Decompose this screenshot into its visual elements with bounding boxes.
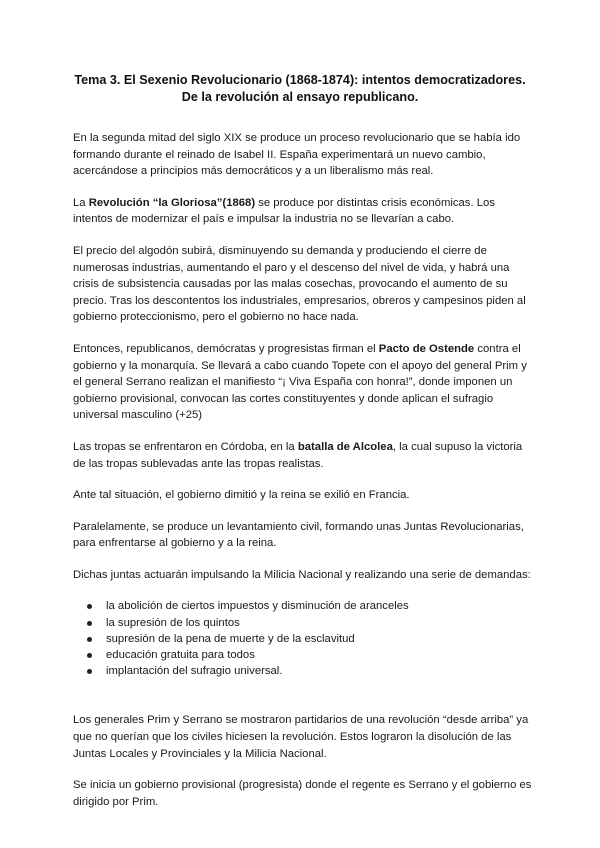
list-item [73, 647, 533, 663]
list-item-text: la supresión de los quintos [106, 616, 240, 629]
paragraph-algodon: El precio del algodón subirá, disminuyendo su demanda y produciendo el cierre de numerosas industrias, aumentando el paro y el descenso del nivel de vida, y habrá una crisis de subsistencia causadas por las malas cosechas, provocando el aumento de su precio. Tras los descontentos los industriales, empresarios, obreros y campesinos piden al gobierno proteccionismo, pero el gobierno no hace nada. [73, 244, 526, 324]
page-title [60, 72, 540, 106]
paragraph-intro: En la segunda mitad del siglo XIX se produce un proceso revolucionario que se había ido formando durante el reinado de Isabel II. España experimentará un nuevo cambio, acercándose a principios más democráticos y a un liberalismo más real. [73, 132, 521, 178]
paragraph-ostende [73, 341, 533, 424]
text-run: se produce por distintas crisis económicas. Los intentos de modernizar el país e impulsar la industria no se llevarían a cabo. [73, 196, 495, 226]
list-item-text: la abolición de ciertos impuestos y disminución de aranceles [106, 600, 409, 613]
demands-list [73, 598, 533, 679]
list-item-text: educación gratuita para todos [106, 649, 255, 662]
bold-term-ostende: Pacto de Ostende [378, 342, 475, 355]
bold-term-alcolea: batalla de Alcolea [297, 440, 393, 453]
title-line-1: Tema 3. El Sexenio Revolucionario (1868-1874): intentos democratizadores. [74, 73, 526, 87]
paragraph-exilio: Ante tal situación, el gobierno dimitió y la reina se exilió en Francia. [73, 489, 410, 502]
document-body [73, 130, 533, 825]
bullet-icon [87, 621, 92, 626]
paragraph-alcolea [73, 439, 533, 472]
text-run: contra el gobierno y la monarquía. Se llevará a cabo cuando Topete con el apoyo del general Prim y el general Serrano realizan el manifiesto “¡ Viva España con honra!”, donde imponen un gobierno provisional, convocan las cortes constituyentes y donde aplican el sufragio universal masculino (+25) [73, 342, 527, 422]
bullet-icon [87, 653, 92, 658]
title-line-2: De la revolución al ensayo republicano. [181, 90, 419, 104]
list-item-text: implantación del sufragio universal. [106, 665, 283, 678]
paragraph-generales: Los generales Prim y Serrano se mostraron partidarios de una revolución “desde arriba” ya que no querían que los civiles hiciesen la revolución. Estos lograron la disolución de las Juntas Locales y Provinciales y la Milicia Nacional. [73, 714, 529, 760]
paragraph-gobierno-provisional: Se inicia un gobierno provisional (progresista) donde el regente es Serrano y el gobierno es dirigido por Prim. [73, 779, 532, 808]
list-item [73, 598, 533, 614]
bullet-icon [87, 669, 92, 674]
paragraph-demandas: Dichas juntas actuarán impulsando la Milicia Nacional y realizando una serie de demandas: [73, 568, 531, 581]
text-run: , la cual supuso la victoria de las tropas sublevadas ante las tropas realistas. [73, 440, 523, 470]
paragraph-gloriosa [73, 195, 533, 228]
text-run: Entonces, republicanos, demócratas y progresistas firman el [73, 342, 379, 355]
bullet-icon [87, 637, 92, 642]
list-item [73, 615, 533, 631]
list-item [73, 663, 533, 679]
text-run: La [73, 196, 89, 209]
list-item-text: supresión de la pena de muerte y de la esclavitud [106, 632, 355, 645]
bullet-icon [87, 604, 92, 609]
text-run: Las tropas se enfrentaron en Córdoba, en la [73, 440, 298, 453]
bold-term-gloriosa: Revolución “la Gloriosa”(1868) [88, 196, 256, 209]
list-item [73, 631, 533, 647]
paragraph-juntas: Paralelamente, se produce un levantamiento civil, formando unas Juntas Revolucionarias, para enfrentarse al gobierno y a la reina. [73, 520, 524, 550]
